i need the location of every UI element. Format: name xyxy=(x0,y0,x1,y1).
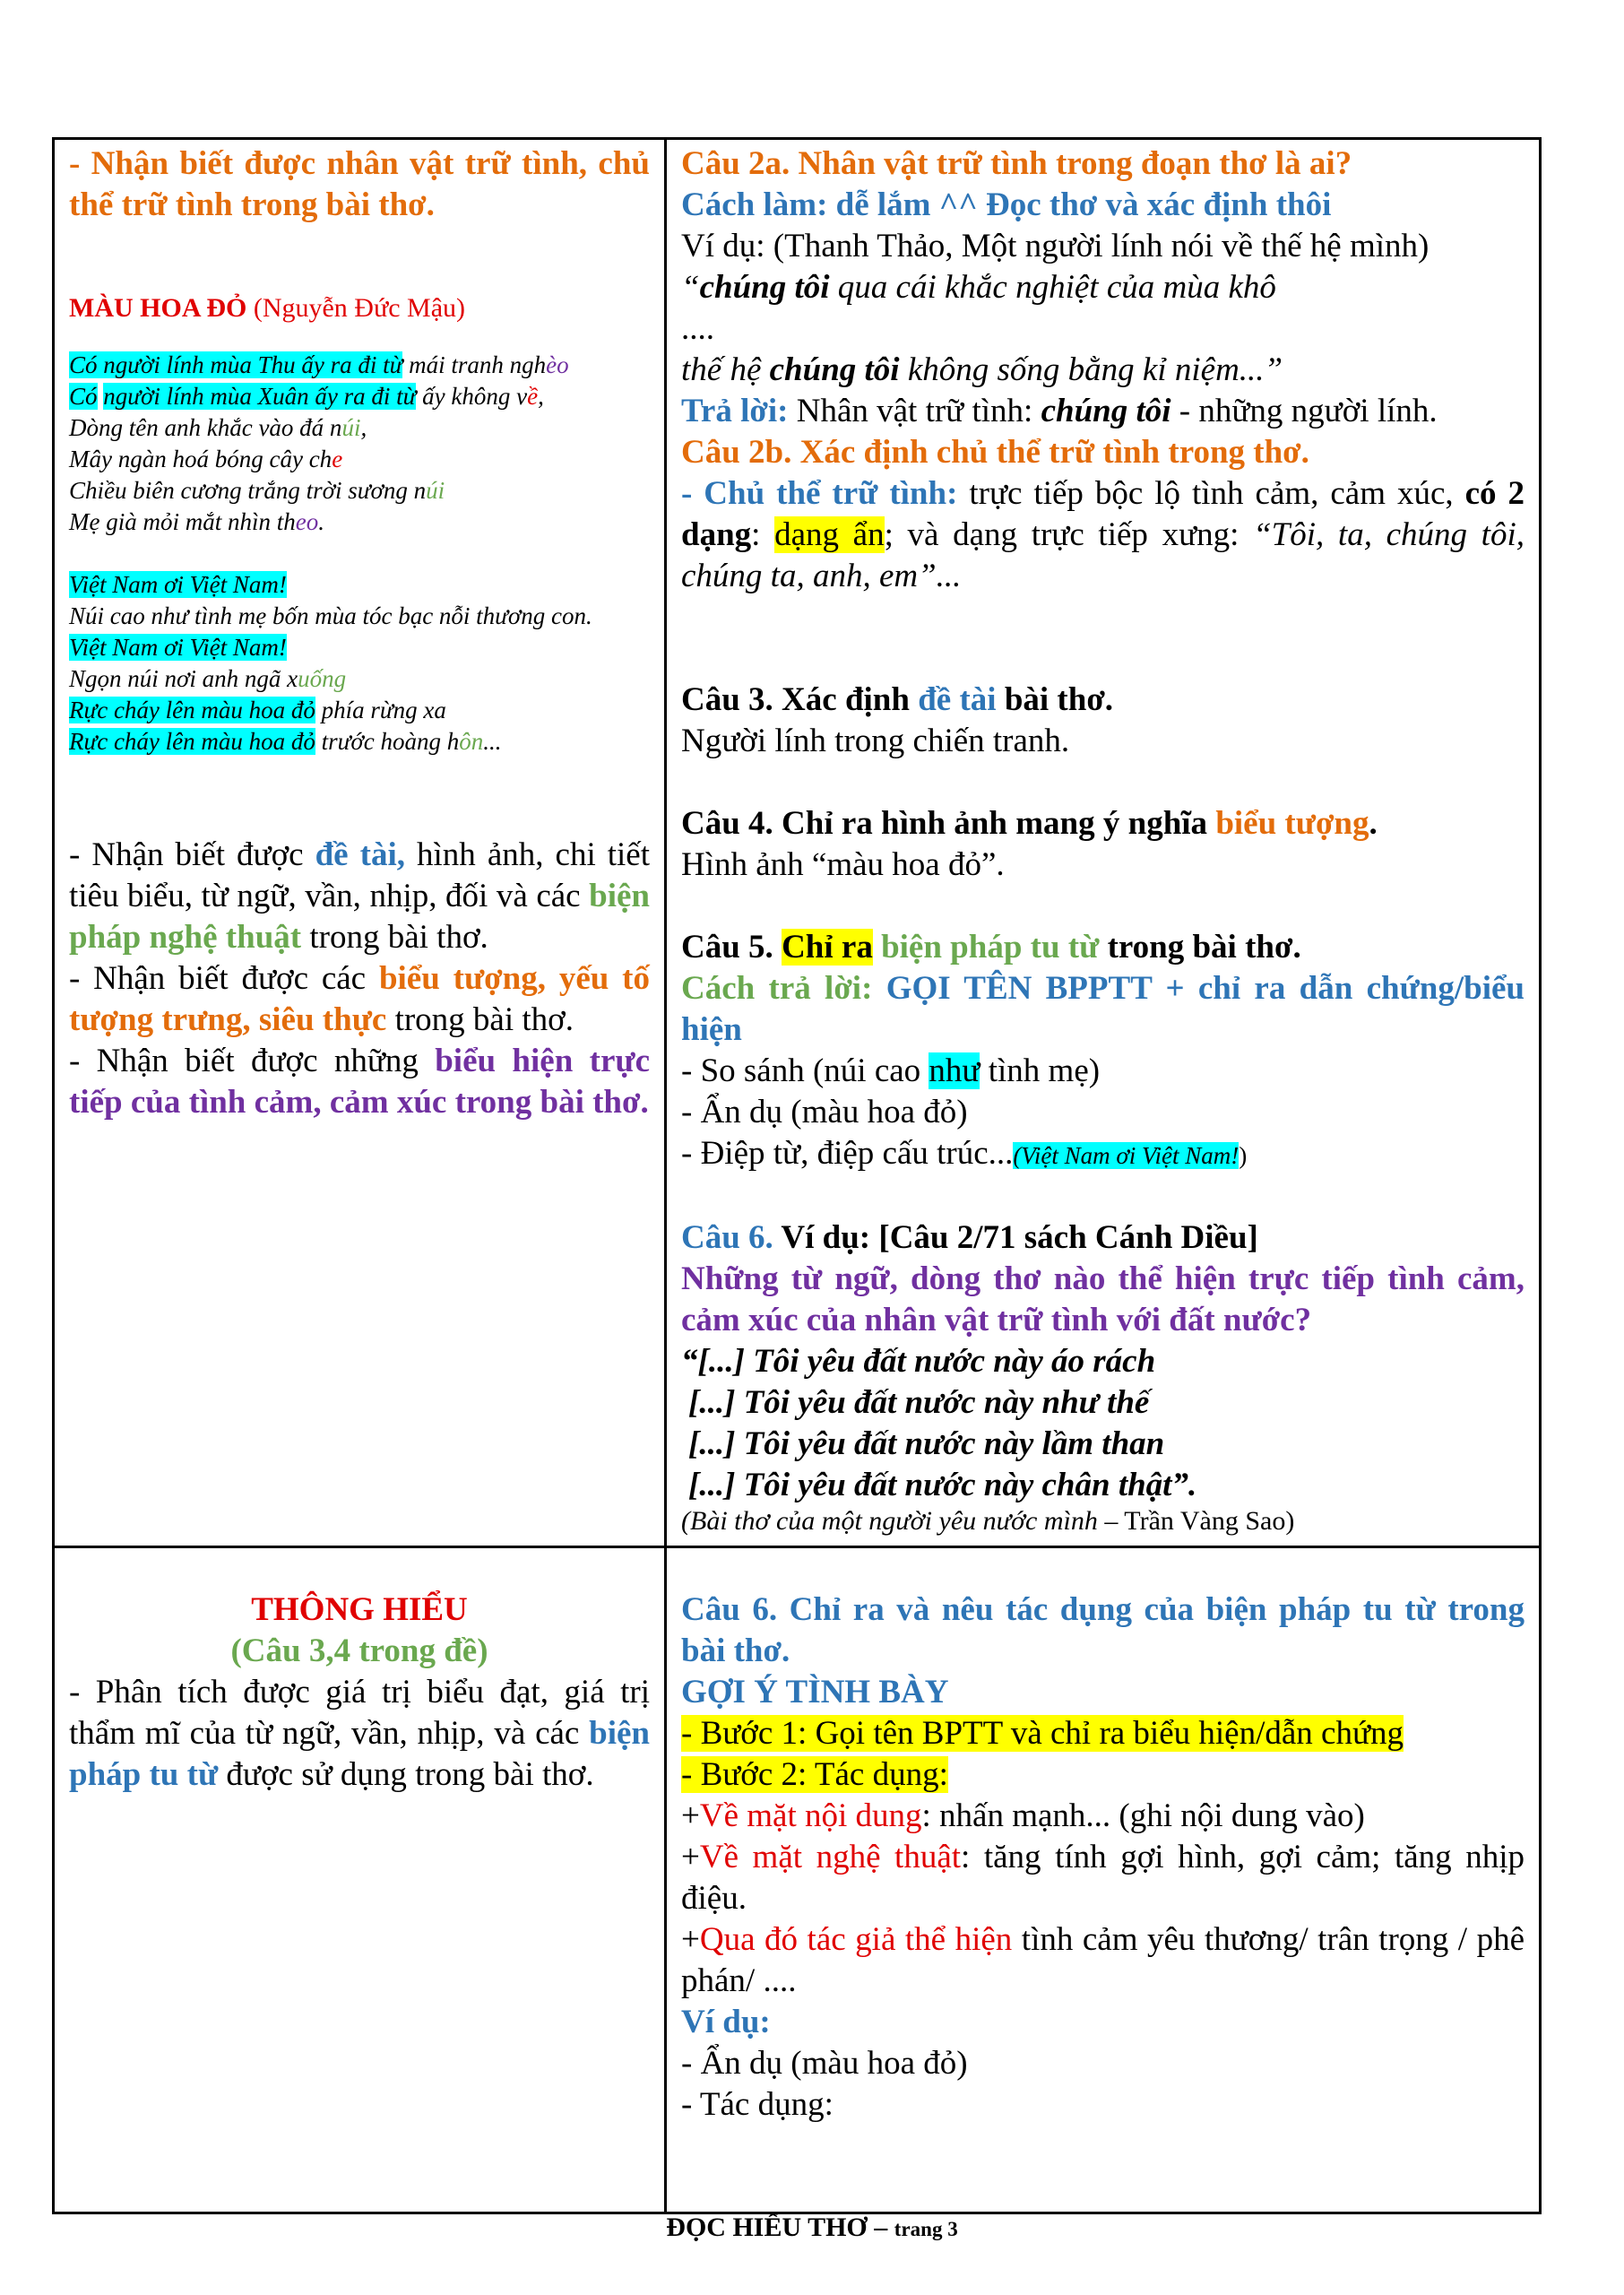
quoted-verse: [...] Tôi yêu đất nước này như thế xyxy=(688,1384,1150,1421)
verse-source: (Bài thơ của một người yêu nước mình – Trần Vàng Sao) xyxy=(681,1506,1295,1536)
page-footer: ĐỌC HIỂU THƠ – trang 3 xyxy=(666,2213,958,2242)
content-table xyxy=(52,137,1542,2214)
device-item: - So sánh (núi cao như tình mẹ) xyxy=(681,1052,1101,1089)
hint-title: GỢI Ý TÌNH BÀY xyxy=(681,1674,949,1710)
device-item: - Ẩn dụ (màu hoa đỏ) xyxy=(681,1094,968,1130)
objective-symbols: - Nhận biết được các biểu tượng, yếu tố tượng trưng, siêu thực trong bài thơ. xyxy=(69,960,650,1038)
question-6-example: Câu 6. Ví dụ: [Câu 2/71 sách Cánh Diều] xyxy=(681,1219,1258,1256)
quote-line: “chúng tôi qua cái khắc nghiệt của mùa khô xyxy=(681,269,1276,306)
table-row xyxy=(54,1547,1541,2213)
answer-3: Người lính trong chiến tranh. xyxy=(681,723,1070,759)
poem-line: Có người lính mùa Xuân ấy ra đi từ ấy không về, xyxy=(69,383,544,410)
poem-line: Ngọn núi nơi anh ngã xuống xyxy=(69,665,347,692)
objective-topic: - Nhận biết được đề tài, hình ảnh, chi tiết tiêu biểu, từ ngữ, vần, nhịp, đối và các biện pháp nghệ thuật trong bài thơ. xyxy=(69,836,651,956)
effect-author: +Qua đó tác giả thể hiện tình cảm yêu thương/ trân trọng / phê phán/ .... xyxy=(681,1921,1525,1999)
step-2: - Bước 2: Tác dụng: xyxy=(681,1756,948,1793)
left-cell-recognition xyxy=(54,139,666,1547)
ellipsis-line: .... xyxy=(681,310,714,347)
right-cell-guide xyxy=(666,1547,1541,2213)
objective-lyrical-character: - Nhận biết được nhân vật trữ tình, chủ thể trữ tình trong bài thơ. xyxy=(69,145,650,223)
effect-art: +Về mặt nghệ thuật: tăng tính gợi hình, gợi cảm; tăng nhịp điệu. xyxy=(681,1839,1525,1917)
poem-line: Việt Nam ơi Việt Nam! xyxy=(69,571,287,598)
poem-line: Rực cháy lên màu hoa đỏ phía rừng xa xyxy=(69,697,446,723)
answer-4: Hình ảnh “màu hoa đỏ”. xyxy=(681,846,1005,883)
poem-line: Việt Nam ơi Việt Nam! xyxy=(69,634,287,661)
poem-text xyxy=(69,350,650,758)
left-cell-comprehension xyxy=(54,1547,666,2213)
poem-line: Có người lính mùa Thu ấy ra đi từ mái tranh nghèo xyxy=(69,351,569,378)
section-subtitle: (Câu 3,4 trong đề) xyxy=(230,1632,488,1669)
poem-title: MÀU HOA ĐỎ (Nguyễn Đức Mậu) xyxy=(69,293,466,323)
quoted-verse: “[...] Tôi yêu đất nước này áo rách xyxy=(681,1343,1156,1380)
question-3: Câu 3. Xác định đề tài bài thơ. xyxy=(681,681,1114,718)
poem-line: Núi cao như tình mẹ bốn mùa tóc bạc nỗi thương con. xyxy=(69,602,592,629)
subject-line: - Chủ thể trữ tình: trực tiếp bộc lộ tình cảm, cảm xúc, có 2 dạng: dạng ẩn; và dạng trực tiếp xưng: “Tôi, ta, chúng tôi, chúng ta, anh, em”... xyxy=(681,475,1525,594)
poem-line: Dòng tên anh khắc vào đá núi, xyxy=(69,414,367,441)
device-item: - Điệp từ, điệp cấu trúc...(Việt Nam ơi Việt Nam!) xyxy=(681,1135,1248,1172)
step-1: - Bước 1: Gọi tên BPTT và chỉ ra biểu hiện/dẫn chứng xyxy=(681,1715,1404,1752)
question-2a: Câu 2a. Nhân vật trữ tình trong đoạn thơ là ai? xyxy=(681,145,1352,182)
answer-line: Trả lời: Nhân vật trữ tình: chúng tôi - những người lính. xyxy=(681,393,1438,429)
question-6-prompt: Những từ ngữ, dòng thơ nào thể hiện trực tiếp tình cảm, cảm xúc của nhân vật trữ tình với đất nước? xyxy=(681,1260,1525,1338)
objective-emotions: - Nhận biết được những biểu hiện trực tiếp của tình cảm, cảm xúc trong bài thơ. xyxy=(69,1043,650,1121)
poem-line: Rực cháy lên màu hoa đỏ trước hoàng hôn... xyxy=(69,728,502,755)
question-6: Câu 6. Chỉ ra và nêu tác dụng của biện pháp tu từ trong bài thơ. xyxy=(681,1591,1525,1669)
answer-method-5: Cách trả lời: GỌI TÊN BPPTT + chỉ ra dẫn chứng/biểu hiện xyxy=(681,970,1525,1048)
poem-line: Mẹ già mỏi mắt nhìn theo. xyxy=(69,508,324,535)
poem-line: Chiều biên cương trắng trời sương núi xyxy=(69,477,445,504)
effect-content: +Về mặt nội dung: nhấn mạnh... (ghi nội dung vào) xyxy=(681,1797,1365,1834)
section-title: THÔNG HIỂU xyxy=(251,1591,468,1628)
poem-line: Mây ngàn hoá bóng cây che xyxy=(69,446,343,472)
example-item: - Tác dụng: xyxy=(681,2086,834,2123)
table-row xyxy=(54,139,1541,1547)
quote-line: thế hệ chúng tôi không sống bằng kỉ niệm...” xyxy=(681,351,1283,388)
example-item: - Ẩn dụ (màu hoa đỏ) xyxy=(681,2045,968,2082)
quoted-verse: [...] Tôi yêu đất nước này chân thật”. xyxy=(688,1467,1197,1503)
question-5: Câu 5. Chỉ ra biện pháp tu từ trong bài thơ. xyxy=(681,929,1301,966)
objective-analysis: - Phân tích được giá trị biểu đạt, giá trị thẩm mĩ của từ ngữ, vần, nhịp, và các biện pháp tu từ được sử dụng trong bài thơ. xyxy=(69,1674,650,1793)
question-2b: Câu 2b. Xác định chủ thể trữ tình trong thơ. xyxy=(681,434,1309,471)
example-label: Ví dụ: xyxy=(681,2004,771,2040)
example-line: Ví dụ: (Thanh Thảo, Một người lính nói về thế hệ mình) xyxy=(681,228,1430,264)
right-cell-questions xyxy=(666,139,1541,1547)
question-4: Câu 4. Chỉ ra hình ảnh mang ý nghĩa biểu tượng. xyxy=(681,805,1378,842)
quoted-verse: [...] Tôi yêu đất nước này lầm than xyxy=(688,1425,1165,1462)
method-line: Cách làm: dễ lắm ^^ Đọc thơ và xác định thôi xyxy=(681,186,1332,223)
